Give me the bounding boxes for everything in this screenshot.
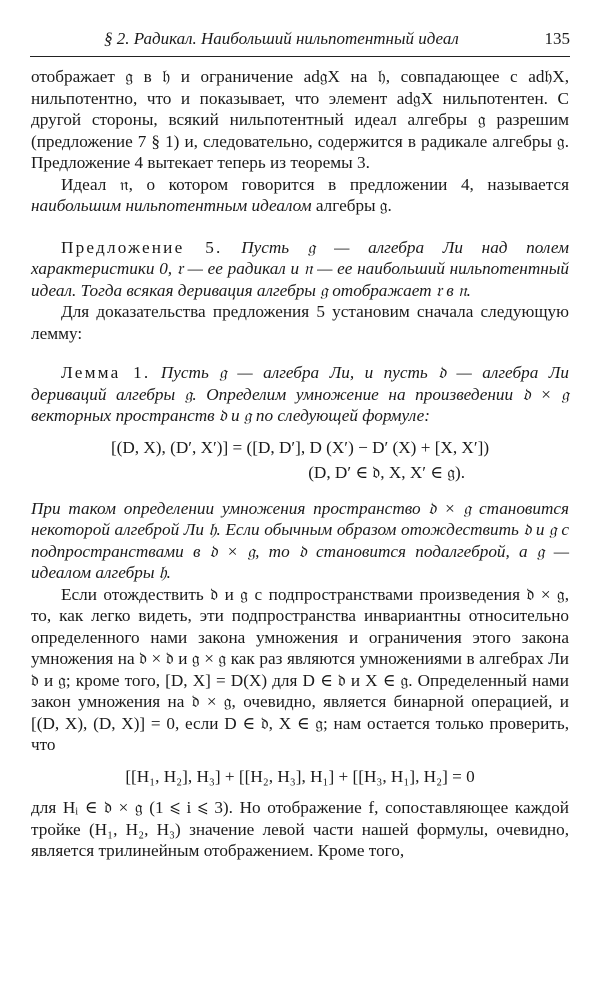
definition-lead: Идеал 𝔫, о котором говорится в предложении 4, называется [61,174,569,194]
lemma-conclusion [31,498,569,584]
lemma-1 [31,362,569,427]
formula-jacobi-identity: [[H₁, H₂], H₃] + [[H₂, H₃], H₁] + [[H₃, H₁], H₂] = 0 [125,766,475,786]
header-rule [30,56,570,57]
formula-bracket-definition: [(D, X), (D′, X′)] = ([D, D′], D (X′) − D′ (X) + [X, X′]) [110,437,490,457]
page-body [31,66,569,862]
proposition-statement: Пусть 𝔤 — алгебра Ли над полем характеристики 0, 𝔯 — ее радикал и 𝔫 — ее наибольший нильпотентный идеал. Тогда всякая деривация алгебры 𝔤 отображает 𝔯 в 𝔫. [31,237,569,300]
formula-conditions: (D, D′ ∈ 𝔡, X, X′ ∈ 𝔤). [308,463,465,482]
paragraph-continuation: отображает 𝔤 в 𝔥 и ограничение ad𝔤X на 𝔥, совпадающее с ad𝔥X, нильпотентно, что и показывает, что элемент ad𝔤X нильпотентен. С другой стороны, всякий нильпотентный идеал алгебры 𝔤 разрешим (предложение 7 § 1) и, следовательно, содержится в радикале алгебры 𝔤. Предложение 4 вытекает теперь из теоремы 3. [31,67,569,172]
page-number: 135 [544,29,570,48]
paragraph-proof: Если отождествить 𝔡 и 𝔤 с подпространствами произведения 𝔡 × 𝔤, то, как легко видеть, эти подпространства инвариантны относительно определенного нами закона умножения и ограничения этого закона умножения на 𝔡 × 𝔡 и 𝔤 × 𝔤 как раз являются умножениями в алгебрах Ли 𝔡 и 𝔤; кроме того, [D, X] = D(X) для D ∈ 𝔡 и X ∈ 𝔤. Определенный нами закон умножения на 𝔡 × 𝔤, очевидно, является бинарной операцией, и [(D, X), (D, X)] = 0, если D ∈ 𝔡, X ∈ 𝔤; нам остается только проверить, что [31,584,569,754]
paragraph-proof-intro: Для доказательства предложения 5 установим сначала следующую лемму: [31,302,569,343]
paragraph-definition [31,174,569,217]
definition-tail: алгебры 𝔤. [311,196,392,215]
lemma-conclusion-text: При таком определении умножения пространство 𝔡 × 𝔤 становится некоторой алгеброй Ли 𝔥. Если обычным образом отождествить 𝔡 и 𝔤 с подпространствами в 𝔡 × 𝔤, то 𝔡 становится подалгеброй, а 𝔤 — идеалом алгебры 𝔥. [31,498,569,582]
lemma-label: Лемма 1. [61,363,151,382]
lemma-statement: Пусть 𝔤 — алгебра Ли, и пусть 𝔡 — алгебра Ли дериваций алгебры 𝔤. Определим умножение на произведении 𝔡 × 𝔤 векторных пространств 𝔡 и 𝔤 по следующей формуле: [31,363,569,425]
header-title: § 2. Радикал. Наибольший нильпотентный идеал [104,29,459,48]
proposition-label: Предложение 5. [61,237,223,257]
paragraph-trilinear: для Hᵢ ∈ 𝔡 × 𝔤 (1 ⩽ i ⩽ 3). Но отображение f, сопоставляющее каждой тройке (H₁, H₂, H₃) значение левой части нашей формулы, очевидно, является трилинейным отображением. Кроме того, [31,798,569,860]
proposition-5 [31,237,569,302]
defined-term: наибольшим нильпотентным идеалом [31,196,312,215]
